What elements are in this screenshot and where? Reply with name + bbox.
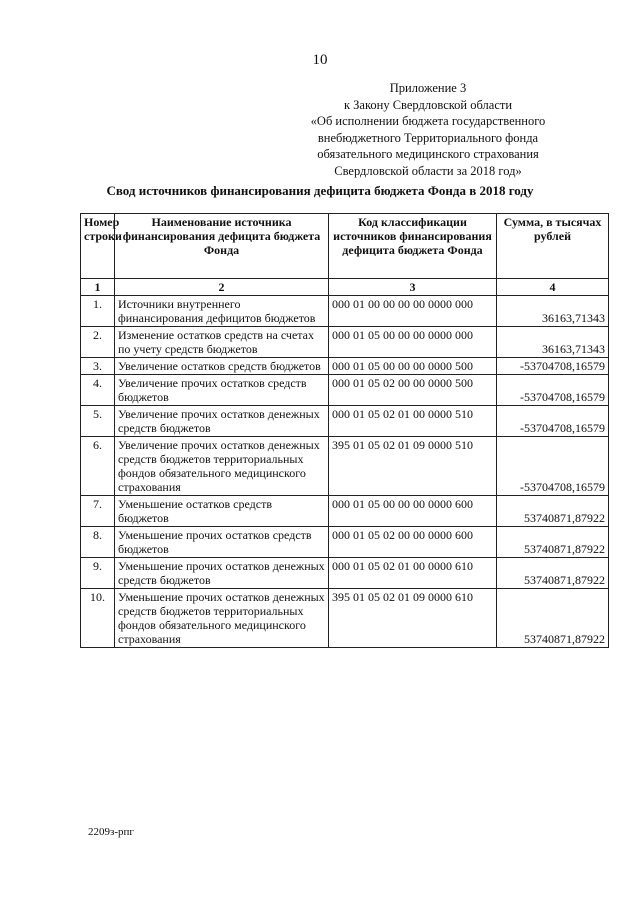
appendix-header [278, 80, 578, 179]
row-code: 000 01 05 02 01 00 0000 510 [329, 406, 497, 437]
column-number-row [81, 279, 609, 296]
row-code: 395 01 05 02 01 09 0000 610 [329, 589, 497, 648]
row-number: 10. [81, 589, 115, 648]
row-amount: -53704708,16579 [497, 437, 609, 496]
row-amount: -53704708,16579 [497, 358, 609, 375]
column-number: 3 [329, 279, 497, 296]
row-source-name: Уменьшение прочих остатков средств бюджетов [115, 527, 329, 558]
row-number: 6. [81, 437, 115, 496]
row-code: 000 01 05 00 00 00 0000 600 [329, 496, 497, 527]
row-code: 000 01 05 00 00 00 0000 000 [329, 327, 497, 358]
table-header-row [81, 214, 609, 279]
appendix-line: Приложение 3 [389, 81, 467, 95]
row-number: 4. [81, 375, 115, 406]
row-code: 000 01 00 00 00 00 0000 000 [329, 296, 497, 327]
row-amount: 36163,71343 [497, 296, 609, 327]
row-source-name: Увеличение остатков средств бюджетов [115, 358, 329, 375]
table-row [81, 296, 609, 327]
appendix-line: «Об исполнении бюджета государственного [310, 114, 546, 128]
row-code: 000 01 05 00 00 00 0000 500 [329, 358, 497, 375]
page-number: 10 [312, 52, 328, 68]
table-row [81, 406, 609, 437]
financing-sources-table [80, 213, 609, 648]
row-number: 8. [81, 527, 115, 558]
table-row [81, 496, 609, 527]
row-code: 395 01 05 02 01 09 0000 510 [329, 437, 497, 496]
row-amount: 53740871,87922 [497, 589, 609, 648]
row-code: 000 01 05 02 01 00 0000 610 [329, 558, 497, 589]
row-amount: 53740871,87922 [497, 527, 609, 558]
row-source-name: Изменение остатков средств на счетах по учету средств бюджетов [115, 327, 329, 358]
row-number: 3. [81, 358, 115, 375]
row-amount: -53704708,16579 [497, 406, 609, 437]
header-amount: Сумма, в тысячах рублей [497, 214, 609, 279]
appendix-line: Свердловской области за 2018 год» [334, 163, 522, 178]
table-row [81, 527, 609, 558]
table-row [81, 558, 609, 589]
document-title: Свод источников финансирования дефицита бюджета Фонда в 2018 году [106, 183, 534, 198]
row-source-name: Уменьшение прочих остатков денежных средств бюджетов [115, 558, 329, 589]
row-source-name: Уменьшение остатков средств бюджетов [115, 496, 329, 527]
table-row [81, 589, 609, 648]
row-number: 7. [81, 496, 115, 527]
row-amount: 53740871,87922 [497, 496, 609, 527]
row-number: 2. [81, 327, 115, 358]
appendix-line: к Закону Свердловской области [343, 97, 513, 112]
row-number: 1. [81, 296, 115, 327]
row-number: 5. [81, 406, 115, 437]
header-classification-code: Код классификации источников финансирования дефицита бюджета Фонда [329, 214, 497, 279]
appendix-line: обязательного медицинского страхования [317, 147, 539, 161]
row-amount: 36163,71343 [497, 327, 609, 358]
table-row [81, 358, 609, 375]
appendix-line: внебюджетного Территориального фонда [317, 130, 539, 145]
row-number: 9. [81, 558, 115, 589]
table-row [81, 375, 609, 406]
row-code: 000 01 05 02 00 00 0000 600 [329, 527, 497, 558]
header-row-number: Номер строки [81, 214, 115, 279]
row-source-name: Увеличение прочих остатков средств бюджетов [115, 375, 329, 406]
row-amount: -53704708,16579 [497, 375, 609, 406]
column-number: 1 [81, 279, 115, 296]
row-code: 000 01 05 02 00 00 0000 500 [329, 375, 497, 406]
column-number: 4 [497, 279, 609, 296]
table-row [81, 437, 609, 496]
row-source-name: Увеличение прочих остатков денежных средств бюджетов [115, 406, 329, 437]
row-amount: 53740871,87922 [497, 558, 609, 589]
footer-registry-code: 2209з-рпг [88, 826, 134, 838]
table-row [81, 327, 609, 358]
header-source-name: Наименование источника финансирования дефицита бюджета Фонда [115, 214, 329, 279]
row-source-name: Увеличение прочих остатков денежных средств бюджетов территориальных фондов обязательного медицинского страхования [115, 437, 329, 496]
row-source-name: Уменьшение прочих остатков денежных средств бюджетов территориальных фондов обязательного медицинского страхования [115, 589, 329, 648]
row-source-name: Источники внутреннего финансирования дефицитов бюджетов [115, 296, 329, 327]
column-number: 2 [115, 279, 329, 296]
